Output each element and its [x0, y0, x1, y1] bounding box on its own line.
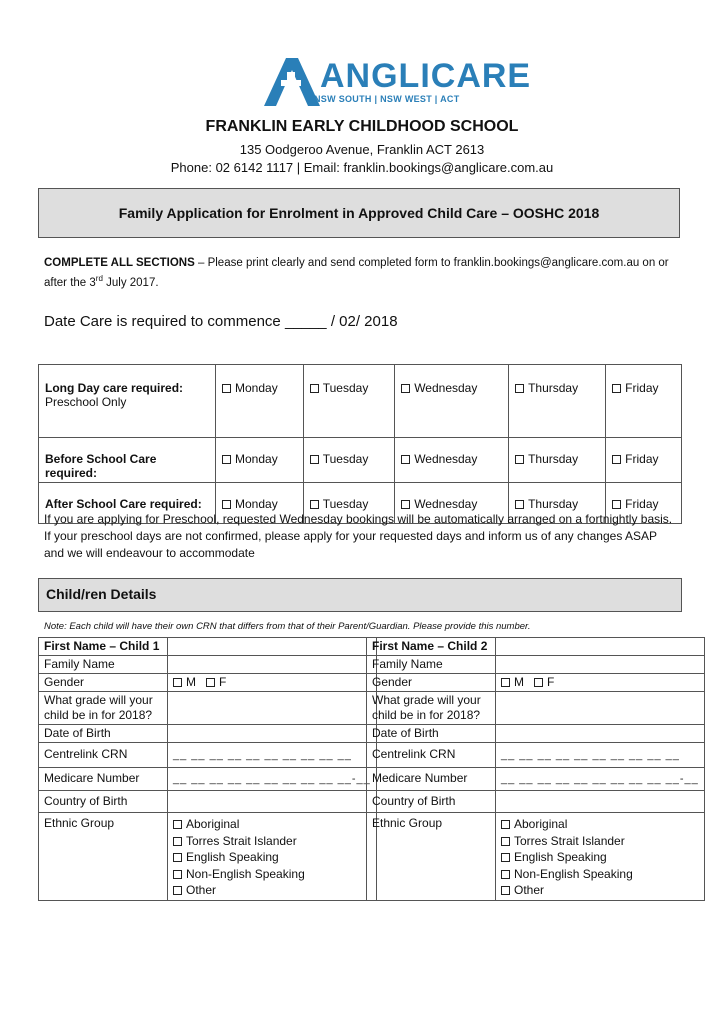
checkbox[interactable] — [222, 500, 231, 509]
gender-label: Gender — [39, 674, 168, 692]
checkbox[interactable] — [515, 384, 524, 393]
preschool-note: If you are applying for Preschool, requested Wednesday bookings will be automatically arranged on a fortnightly basis. If your preschool days are not confirmed, please apply for your requested days and inform us of any changes ASAP and we will endeavour to accommodate — [44, 512, 673, 560]
checkbox[interactable] — [534, 678, 543, 687]
dob-field[interactable] — [496, 725, 705, 743]
crn-template: __ __ __ __ __ __ __ __ __ __ — [501, 749, 680, 761]
checkbox[interactable] — [173, 678, 182, 687]
day-label: Wednesday — [414, 452, 478, 466]
medicare-template: __ __ __ __ __ __ __ __ __ __-__ — [173, 773, 371, 785]
country-label: Country of Birth — [367, 791, 496, 813]
table-row — [39, 725, 377, 743]
table-row — [367, 768, 705, 791]
day-label: Thursday — [528, 497, 579, 511]
crn-field[interactable] — [168, 743, 377, 768]
day-checkbox-cell[interactable] — [606, 365, 682, 438]
date-care-commence: Date Care is required to commence _____ / 02/ 2018 — [44, 313, 398, 330]
first-name-field[interactable] — [168, 638, 377, 656]
gender-f-label: F — [547, 675, 555, 689]
school-contact: Phone: 02 6142 1117 | Email: franklin.bookings@anglicare.com.au — [170, 160, 554, 175]
ethnic-option[interactable] — [501, 866, 699, 883]
day-label: Monday — [235, 452, 278, 466]
ethnic-options — [168, 813, 377, 901]
day-checkbox-cell[interactable] — [395, 438, 509, 483]
care-type-label: Long Day care required: — [45, 381, 184, 395]
day-label: Friday — [625, 497, 659, 511]
ethnic-option-label: Other — [514, 883, 545, 897]
checkbox[interactable] — [501, 678, 510, 687]
country-field[interactable] — [168, 791, 377, 813]
table-row — [39, 674, 377, 692]
child-details-heading: Child/ren Details — [38, 578, 682, 612]
day-checkbox-cell[interactable] — [216, 438, 304, 483]
checkbox[interactable] — [222, 384, 231, 393]
table-row — [39, 692, 377, 725]
ethnic-option-label: English Speaking — [186, 850, 279, 864]
ethnic-option-label: English Speaking — [514, 850, 607, 864]
instructions — [44, 255, 674, 291]
day-label: Monday — [235, 381, 278, 395]
checkbox[interactable] — [401, 500, 410, 509]
day-checkbox-cell[interactable] — [606, 438, 682, 483]
ethnic-option[interactable] — [501, 849, 699, 866]
checkbox[interactable] — [310, 455, 319, 464]
grade-label: What grade will your child be in for 2018? — [39, 692, 168, 725]
table-row — [39, 743, 377, 768]
care-type-label: Before School Care required: — [45, 452, 157, 480]
gender-m-label: M — [514, 675, 524, 689]
checkbox[interactable] — [173, 820, 182, 829]
medicare-label: Medicare Number — [39, 768, 168, 791]
care-type-cell — [39, 438, 216, 483]
checkbox[interactable] — [310, 500, 319, 509]
country-field[interactable] — [496, 791, 705, 813]
ethnic-option[interactable] — [173, 816, 371, 833]
checkbox[interactable] — [501, 870, 510, 879]
checkbox[interactable] — [612, 455, 621, 464]
day-label: Tuesday — [322, 452, 369, 466]
medicare-template: __ __ __ __ __ __ __ __ __ __-__ — [501, 773, 699, 785]
table-row — [39, 768, 377, 791]
checkbox[interactable] — [310, 384, 319, 393]
checkbox[interactable] — [501, 853, 510, 862]
crn-field[interactable] — [496, 743, 705, 768]
dob-field[interactable] — [168, 725, 377, 743]
medicare-field[interactable] — [168, 768, 377, 791]
day-label: Tuesday — [322, 497, 369, 511]
day-label: Monday — [235, 497, 278, 511]
crn-note: Note: Each child will have their own CRN that differs from that of their Parent/Guardian. Please provide this number. — [44, 621, 531, 632]
first-name-label-text: First Name – Child 1 — [44, 639, 160, 653]
table-row — [367, 692, 705, 725]
table-row — [39, 813, 377, 901]
child-1-table — [38, 637, 377, 901]
day-label: Thursday — [528, 381, 579, 395]
medicare-field[interactable] — [496, 768, 705, 791]
crn-label: Centrelink CRN — [367, 743, 496, 768]
ethnic-option[interactable] — [501, 882, 699, 899]
crn-label: Centrelink CRN — [39, 743, 168, 768]
checkbox[interactable] — [173, 837, 182, 846]
first-name-field[interactable] — [496, 638, 705, 656]
grade-field[interactable] — [496, 692, 705, 725]
ethnic-option[interactable] — [173, 882, 371, 899]
checkbox[interactable] — [515, 455, 524, 464]
checkbox[interactable] — [515, 500, 524, 509]
day-checkbox-cell[interactable] — [509, 438, 606, 483]
checkbox[interactable] — [501, 886, 510, 895]
ethnic-option[interactable] — [173, 849, 371, 866]
ethnic-option-label: Other — [186, 883, 217, 897]
family-name-field[interactable] — [496, 656, 705, 674]
day-checkbox-cell[interactable] — [303, 365, 394, 438]
dob-label: Date of Birth — [39, 725, 168, 743]
ethnic-option-label: Torres Strait Islander — [186, 833, 297, 848]
instructions-end: July 2017. — [102, 276, 159, 289]
care-type-sub: Preschool Only — [45, 395, 127, 409]
table-row — [367, 674, 705, 692]
day-label: Tuesday — [322, 381, 369, 395]
instructions-text: – Please print clearly and send completed form to franklin.bookings@anglicare.com.au on or after the 3 — [44, 257, 669, 289]
checkbox[interactable] — [173, 886, 182, 895]
table-row — [367, 725, 705, 743]
country-label: Country of Birth — [39, 791, 168, 813]
dob-label: Date of Birth — [367, 725, 496, 743]
table-row — [367, 813, 705, 901]
day-label: Thursday — [528, 452, 579, 466]
day-checkbox-cell[interactable] — [216, 365, 304, 438]
checkbox[interactable] — [401, 455, 410, 464]
checkbox[interactable] — [222, 455, 231, 464]
ethnic-option-label: Non-English Speaking — [514, 866, 633, 881]
crn-template: __ __ __ __ __ __ __ __ __ __ — [173, 749, 352, 761]
checkbox[interactable] — [206, 678, 215, 687]
ethnic-option-label: Torres Strait Islander — [514, 833, 625, 848]
checkbox[interactable] — [173, 853, 182, 862]
day-checkbox-cell[interactable] — [509, 365, 606, 438]
table-row — [39, 438, 682, 483]
first-name-label — [367, 638, 496, 656]
table-row — [39, 656, 377, 674]
first-name-label — [39, 638, 168, 656]
checkbox[interactable] — [612, 384, 621, 393]
day-label: Wednesday — [414, 381, 478, 395]
ethnic-option-label: Aboriginal — [514, 817, 568, 831]
table-row — [367, 638, 705, 656]
ethnic-option[interactable] — [173, 866, 371, 883]
ethnic-option-label: Non-English Speaking — [186, 866, 305, 881]
instructions-sup: rd — [95, 274, 103, 283]
grade-label: What grade will your child be in for 2018? — [367, 692, 496, 725]
ethnic-option[interactable] — [501, 833, 699, 850]
day-label: Friday — [625, 381, 659, 395]
child-2-table — [366, 637, 705, 901]
care-type-label: After School Care required: — [45, 497, 202, 511]
ethnic-label: Ethnic Group — [39, 813, 168, 901]
table-row — [39, 638, 377, 656]
anglicare-cross-a-icon — [262, 58, 322, 108]
anglicare-logo — [262, 57, 532, 108]
table-row — [39, 791, 377, 813]
table-row — [39, 365, 682, 438]
gender-m-label: M — [186, 675, 196, 689]
school-address: 135 Oodgeroo Avenue, Franklin ACT 2613 — [239, 142, 485, 157]
gender-f-label: F — [219, 675, 227, 689]
form-title: Family Application for Enrolment in Approved Child Care – OOSHC 2018 — [38, 188, 680, 238]
day-checkbox-cell[interactable] — [395, 365, 509, 438]
checkbox[interactable] — [501, 837, 510, 846]
first-name-label-text: First Name – Child 2 — [372, 639, 488, 653]
gender-field — [496, 674, 705, 692]
care-days-table — [38, 364, 682, 524]
family-name-label: Family Name — [367, 656, 496, 674]
checkbox[interactable] — [173, 870, 182, 879]
ethnic-option[interactable] — [173, 833, 371, 850]
table-row — [367, 656, 705, 674]
instructions-bold: COMPLETE ALL SECTIONS — [44, 257, 195, 269]
grade-field[interactable] — [168, 692, 377, 725]
table-row — [367, 743, 705, 768]
ethnic-options — [496, 813, 705, 901]
logo-subtitle: NSW SOUTH | NSW WEST | ACT — [314, 94, 460, 104]
table-row — [367, 791, 705, 813]
medicare-label: Medicare Number — [367, 768, 496, 791]
day-label: Friday — [625, 452, 659, 466]
ethnic-label: Ethnic Group — [367, 813, 496, 901]
checkbox[interactable] — [401, 384, 410, 393]
day-label: Wednesday — [414, 497, 478, 511]
gender-field — [168, 674, 377, 692]
family-name-label: Family Name — [39, 656, 168, 674]
day-checkbox-cell[interactable] — [303, 438, 394, 483]
school-name: FRANKLIN EARLY CHILDHOOD SCHOOL — [205, 118, 519, 135]
ethnic-option[interactable] — [501, 816, 699, 833]
logo-word: ANGLICARE — [320, 57, 532, 95]
checkbox[interactable] — [501, 820, 510, 829]
checkbox[interactable] — [612, 500, 621, 509]
care-type-cell — [39, 365, 216, 438]
ethnic-option-label: Aboriginal — [186, 817, 240, 831]
family-name-field[interactable] — [168, 656, 377, 674]
gender-label: Gender — [367, 674, 496, 692]
